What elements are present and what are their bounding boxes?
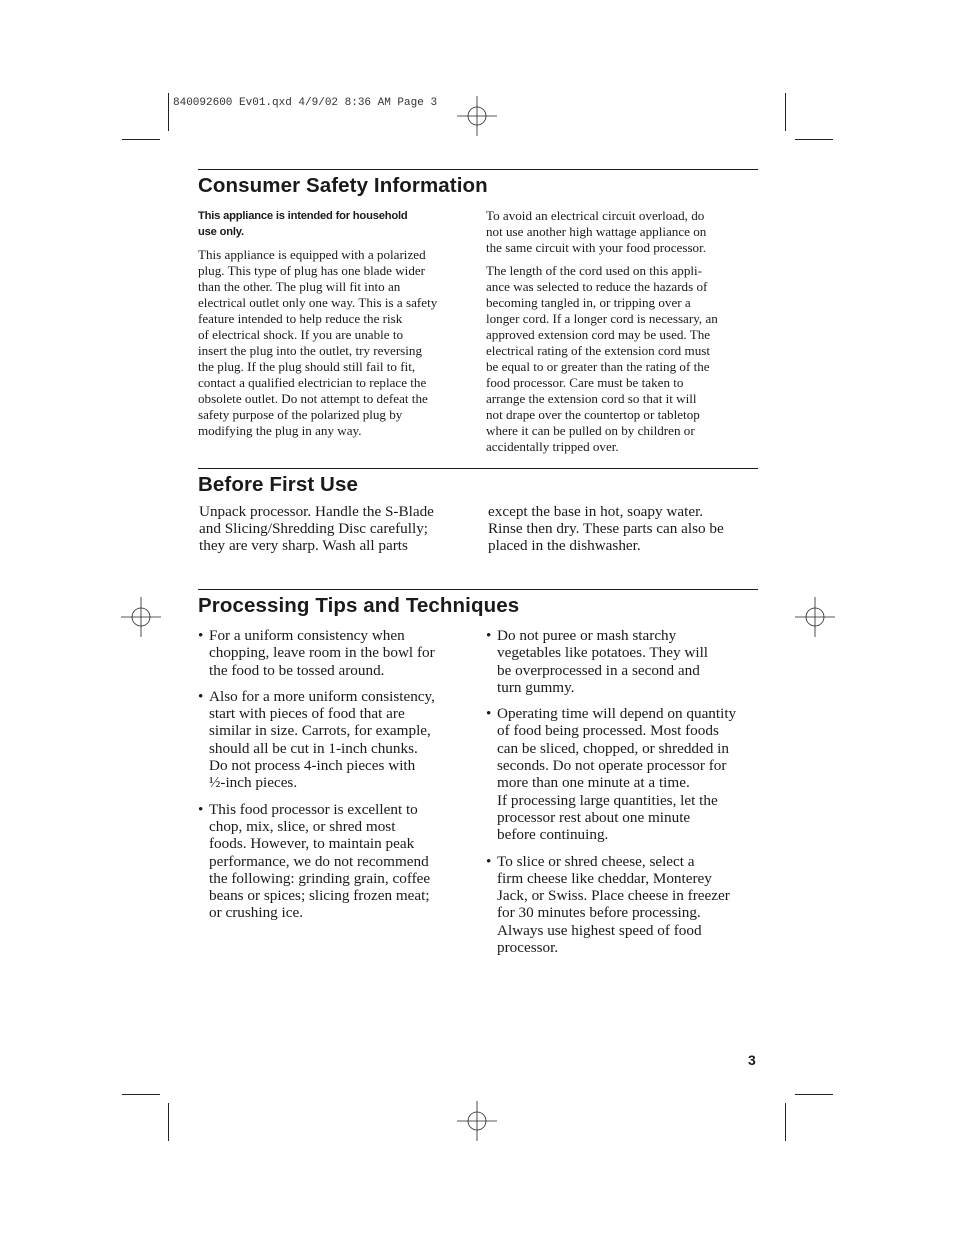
section-title: Processing Tips and Techniques [198, 594, 520, 617]
extension-cord-paragraph: The length of the cord used on this appli- ance was selected to reduce the hazards of becoming tangled in, or tripping over a longer cord. If a longer cord is necessary, an approved extension cord may be used. The electrical rating of the extension cord must be equal to or greater than the rating of the food processor. Care must be taken to arrange the extension cord so that it will not drape over the countertop or tabletop where it can be pulled on by children or accidentally tripped over. [486, 263, 718, 454]
tips-left-column [198, 627, 478, 931]
registration-mark-icon [457, 1101, 497, 1141]
first-use-left-column [199, 503, 479, 555]
registration-mark-icon [121, 597, 161, 637]
registration-mark-icon [795, 597, 835, 637]
section-title: Before First Use [198, 473, 358, 496]
list-item: • Do not puree or mash starchy vegetables like potatoes. They will be overprocessed in a second and turn gummy. [486, 627, 709, 696]
tips-right-column [486, 627, 758, 965]
first-use-right-column [488, 503, 758, 555]
section-title: Consumer Safety Information [198, 174, 488, 197]
consumer-safety-section [198, 169, 758, 454]
printer-slug: 840092600 Ev01.qxd 4/9/02 8:36 AM Page 3 [173, 97, 438, 109]
list-item: • For a uniform consistency when chopping, leave room in the bowl for the food to be tossed around. [198, 627, 435, 679]
crop-mark [168, 1103, 169, 1141]
list-item: • Also for a more uniform consistency, start with pieces of food that are similar in size. Carrots, for example, should all be cut in 1-inch chunks. Do not process 4-inch pieces with ½-inch pieces. [198, 687, 435, 792]
bullet-icon: • [486, 627, 492, 644]
crop-mark [122, 1094, 160, 1095]
bullet-icon: • [486, 852, 492, 870]
polarized-plug-paragraph: This appliance is equipped with a polarized plug. This type of plug has one blade wider than the other. The plug will fit into an electrical outlet only one way. This is a safety feature intended to help reduce the risk of electrical shock. If you are unable to insert the plug into the outlet, try reversing the plug. If the plug should still fail to fit, contact a qualified electrician to replace the obsolete outlet. Do not attempt to defeat the safety purpose of the polarized plug by modifying the plug in any way. [198, 247, 438, 438]
before-first-use-section [198, 468, 758, 555]
first-use-text-right: except the base in hot, soapy water. Rinse then dry. These parts can also be placed in the dishwasher. [488, 503, 724, 555]
bullet-icon: • [198, 800, 204, 818]
bullet-icon: • [486, 705, 492, 723]
safety-left-column [198, 208, 474, 446]
section-rule [198, 468, 758, 469]
bullet-icon: • [198, 627, 204, 644]
list-item: • This food processor is excellent to chop, mix, slice, or shred most foods. However, to maintain peak performance, we do not recommend the following: grinding grain, coffee beans or spices; slicing frozen meat; or crushing ice. [198, 800, 431, 922]
safety-lead: This appliance is intended for household use only. [198, 210, 408, 238]
crop-mark [122, 139, 160, 140]
page-number: 3 [748, 1052, 756, 1068]
crop-mark [795, 139, 833, 140]
section-rule [198, 589, 758, 590]
first-use-text-left: Unpack processor. Handle the S-Blade and Slicing/Shredding Disc carefully; they are very sharp. Wash all parts [199, 503, 434, 555]
crop-mark [168, 93, 169, 131]
circuit-overload-paragraph: To avoid an electrical circuit overload, do not use another high wattage appliance on the same circuit with your food processor. [486, 208, 707, 255]
list-item: • Operating time will depend on quantity of food being processed. Most foods can be sliced, chopped, or shredded in seconds. Do not operate processor for more than one minute at a time. If processing large quantities, let the processor rest about one minute before continuing. [486, 705, 737, 844]
section-rule [198, 169, 758, 170]
crop-mark [795, 1094, 833, 1095]
processing-tips-section [198, 589, 758, 957]
crop-mark [785, 93, 786, 131]
registration-mark-icon [457, 96, 497, 136]
safety-right-column [486, 208, 758, 462]
list-item: • To slice or shred cheese, select a firm cheese like cheddar, Monterey Jack, or Swiss. Place cheese in freezer for 30 minutes before processing. Always use highest speed of food processor. [486, 852, 730, 957]
crop-mark [785, 1103, 786, 1141]
bullet-icon: • [198, 687, 204, 705]
